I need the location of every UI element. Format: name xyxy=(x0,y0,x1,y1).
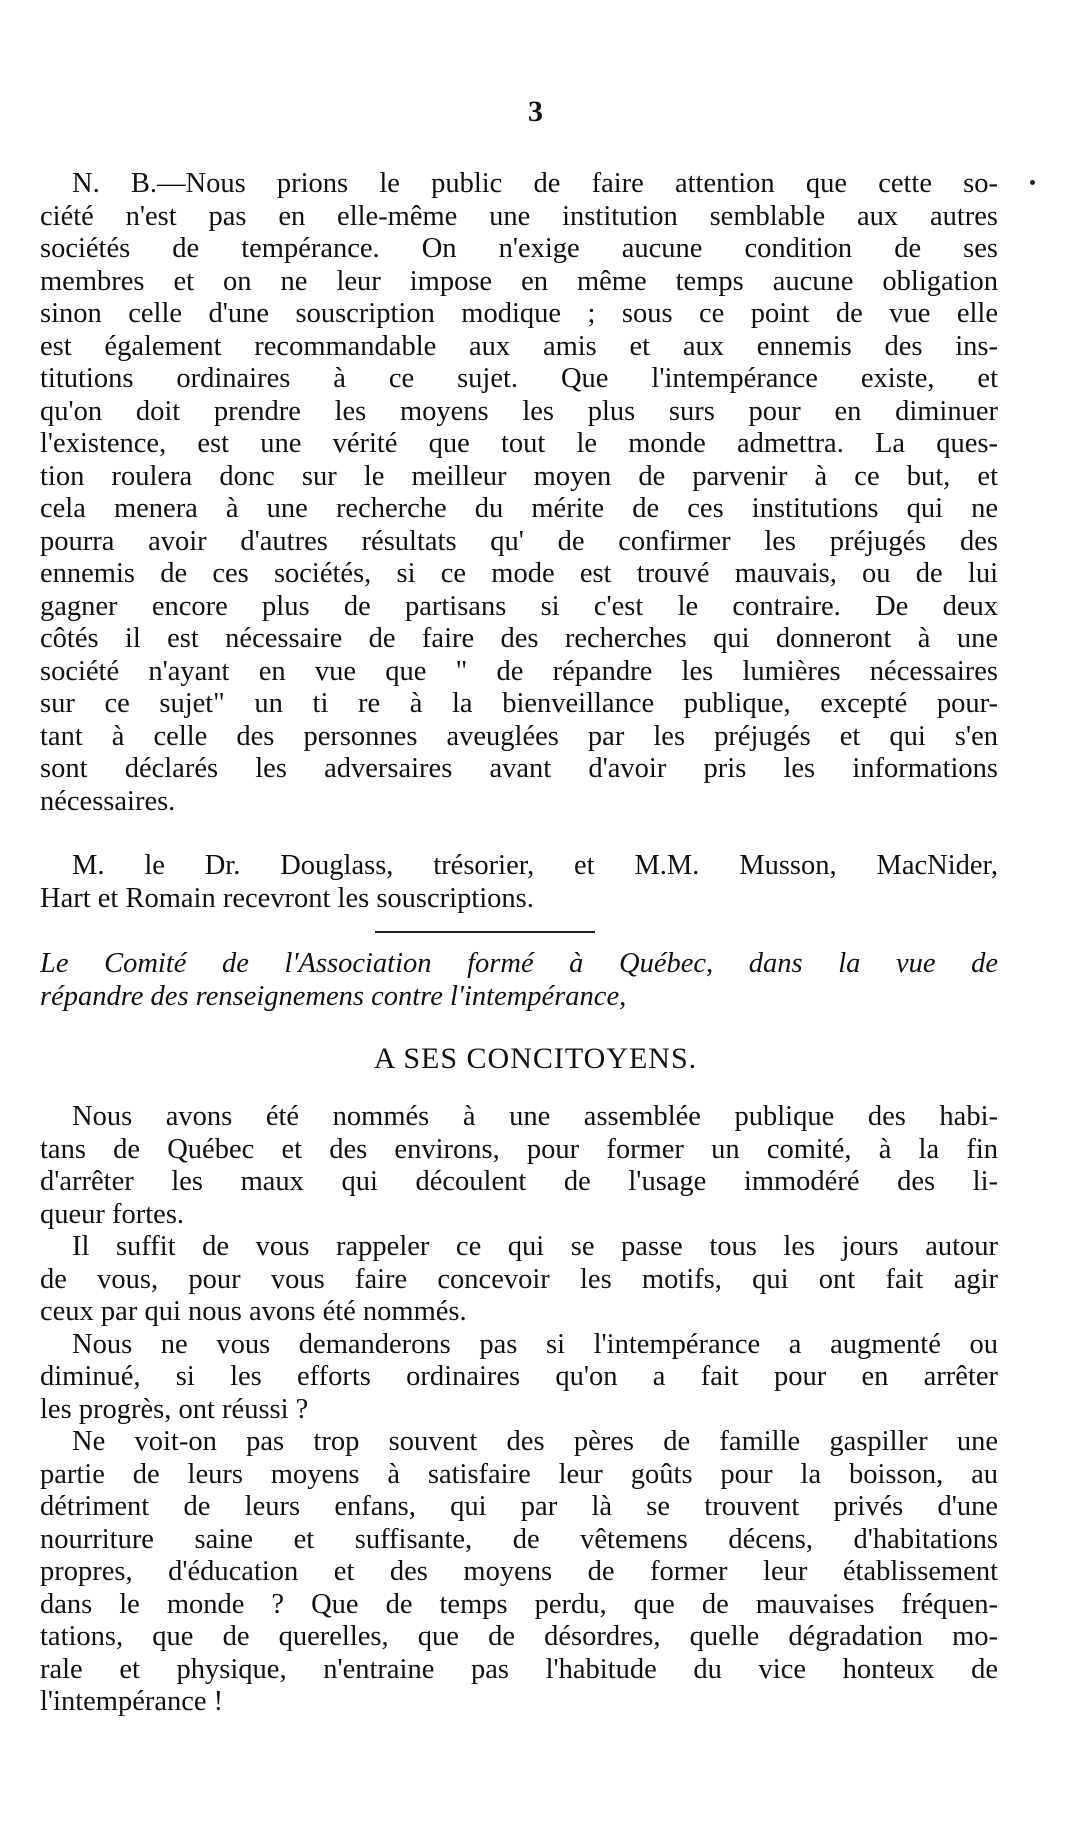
text-line: nécessaires. xyxy=(40,785,176,817)
committee-heading xyxy=(40,948,998,1013)
text-line: N. B.—Nous prions le public de faire attention que cette so- xyxy=(72,168,998,199)
body-paragraph xyxy=(40,1426,998,1719)
text-line: partie de leurs moyens à satisfaire leur goûts pour la boisson, au xyxy=(40,1458,998,1490)
text-line: détriment de leurs enfans, qui par là se trouvent privés d'une xyxy=(40,1491,998,1522)
text-line: de vous, pour vous faire concevoir les motifs, qui ont fait agir xyxy=(40,1263,998,1295)
text-line: répandre des renseignemens contre l'intempérance, xyxy=(40,980,627,1012)
text-line: pourra avoir d'autres résultats qu' de confirmer les préjugés des xyxy=(40,525,998,557)
section-divider xyxy=(375,931,595,933)
text-line: côtés il est nécessaire de faire des recherches qui donneront à une xyxy=(40,623,998,654)
text-line: ciété n'est pas en elle-même une institution semblable aux autres xyxy=(40,200,998,232)
text-line: Hart et Romain recevront les souscriptions. xyxy=(40,882,534,914)
body-paragraph xyxy=(40,1231,998,1329)
text-line: propres, d'éducation et des moyens de former leur établissement xyxy=(40,1556,998,1587)
text-line: nourriture saine et suffisante, de vêtemens décens, d'habitations xyxy=(40,1523,998,1555)
text-line: cela menera à une recherche du mérite de ces institutions qui ne xyxy=(40,493,998,524)
text-line: rale et physique, n'entraine pas l'habitude du vice honteux de xyxy=(40,1653,998,1685)
text-line: sont déclarés les adversaires avant d'avoir pris les informations xyxy=(40,753,998,784)
text-line: gagner encore plus de partisans si c'est le contraire. De deux xyxy=(40,590,998,622)
text-line: société n'ayant en vue que " de répandre les lumières nécessaires xyxy=(40,655,998,687)
text-line: d'arrêter les maux qui découlent de l'usage immodéré des li- xyxy=(40,1166,998,1197)
text-line: sur ce sujet" un ti re à la bienveillance publique, excepté pour- xyxy=(40,688,998,719)
text-line: sociétés de tempérance. On n'exige aucune condition de ses xyxy=(40,233,998,264)
text-line: Ne voit-on pas trop souvent des pères de famille gaspiller une xyxy=(72,1426,998,1457)
text-line: Nous ne vous demanderons pas si l'intempérance a augmenté ou xyxy=(72,1328,998,1360)
text-line: tant à celle des personnes aveuglées par les préjugés et qui s'en xyxy=(40,720,998,752)
text-line: tations, que de querelles, que de désordres, quelle dégradation mo- xyxy=(40,1621,998,1652)
text-line: tans de Québec et des environs, pour former un comité, à la fin xyxy=(40,1133,998,1165)
ink-mark xyxy=(1030,180,1035,185)
text-line: l'intempérance ! xyxy=(40,1686,224,1717)
address-heading: A SES CONCITOYENS. xyxy=(373,1042,698,1075)
text-line: membres et on ne leur impose en même temps aucune obligation xyxy=(40,265,998,297)
text-line: qu'on doit prendre les moyens les plus surs pour en diminuer xyxy=(40,395,998,427)
text-line: est également recommandable aux amis et aux ennemis des ins- xyxy=(40,330,998,362)
text-line: titutions ordinaires à ce sujet. Que l'intempérance existe, et xyxy=(40,363,998,394)
body-paragraph xyxy=(40,1329,998,1427)
subscriptions-paragraph xyxy=(40,850,998,915)
text-line: sinon celle d'une souscription modique ; sous ce point de vue elle xyxy=(40,298,998,329)
text-line: ennemis de ces sociétés, si ce mode est trouvé mauvais, ou de lui xyxy=(40,558,998,589)
text-line: queur fortes. xyxy=(40,1198,185,1230)
page-number: 3 xyxy=(528,95,543,128)
text-line: Le Comité de l'Association formé à Québec, dans la vue de xyxy=(40,948,998,979)
letter-body xyxy=(40,1101,998,1719)
text-line: Il suffit de vous rappeler ce qui se passe tous les jours autour xyxy=(72,1231,998,1262)
text-line: tion roulera donc sur le meilleur moyen de parvenir à ce but, et xyxy=(40,460,998,492)
nb-paragraph xyxy=(40,168,998,818)
text-line: ceux par qui nous avons été nommés. xyxy=(40,1296,467,1327)
text-line: dans le monde ? Que de temps perdu, que de mauvaises fréquen- xyxy=(40,1588,998,1620)
text-line: les progrès, ont réussi ? xyxy=(40,1393,309,1425)
text-line: diminué, si les efforts ordinaires qu'on a fait pour en arrêter xyxy=(40,1361,998,1392)
text-line: Nous avons été nommés à une assemblée publique des habi- xyxy=(72,1101,998,1132)
body-paragraph xyxy=(40,1101,998,1231)
text-line: l'existence, est une vérité que tout le monde admettra. La ques- xyxy=(40,428,998,459)
text-line: M. le Dr. Douglass, trésorier, et M.M. Musson, MacNider, xyxy=(72,850,998,881)
